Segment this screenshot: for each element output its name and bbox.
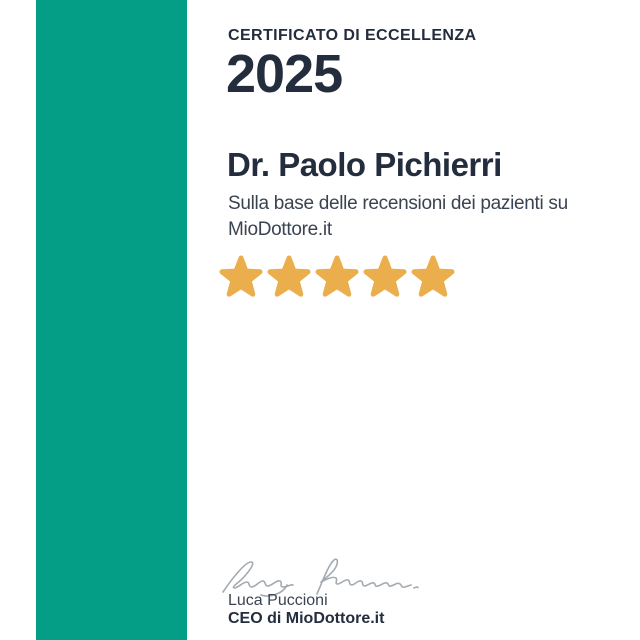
- signer-name: Luca Puccioni: [228, 592, 328, 609]
- certificate-subtitle: [228, 191, 568, 243]
- star-icon: [221, 256, 261, 296]
- subtitle-line-2: MioDottore.it: [228, 219, 332, 240]
- certificate-year: 2025: [226, 44, 343, 104]
- accent-band: [36, 0, 187, 640]
- signature-stroke-end-tick: [414, 587, 418, 588]
- signature-stroke-first-word: [223, 562, 293, 592]
- star-rating: [221, 256, 453, 296]
- signer-role: CEO di MioDottore.it: [228, 610, 385, 627]
- certificate-title: CERTIFICATO DI ECCELLENZA: [228, 27, 477, 44]
- star-icon: [269, 256, 309, 296]
- signature-stroke-second-word: [317, 559, 411, 594]
- star-icon: [317, 256, 357, 296]
- star-icon: [365, 256, 405, 296]
- star-icon: [413, 256, 453, 296]
- doctor-name: Dr. Paolo Pichierri: [227, 146, 502, 183]
- subtitle-line-1: Sulla base delle recensioni dei pazienti su: [228, 193, 568, 214]
